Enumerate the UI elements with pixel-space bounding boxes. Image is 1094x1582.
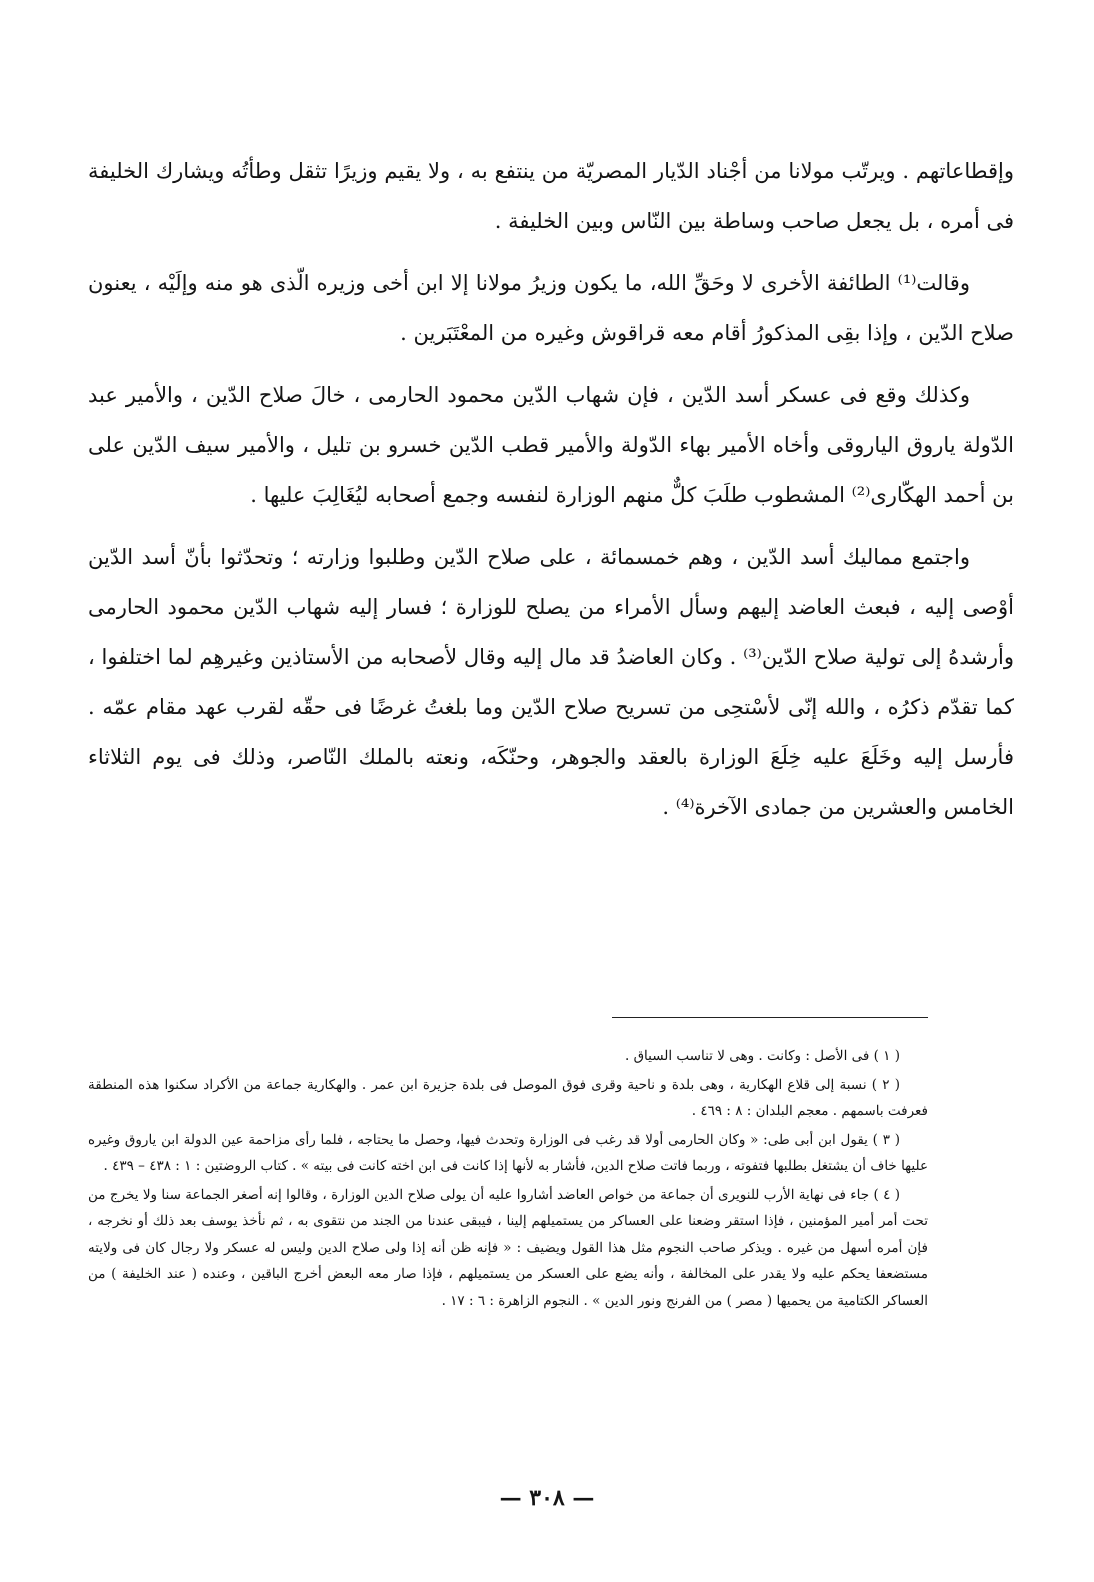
main-text xyxy=(88,146,1014,844)
footnotes xyxy=(88,1043,928,1316)
footnote-4: ( ٤ ) جاء فى نهاية الأرب للنويرى أن جماعة من خواص العاضد أشاروا عليه أن يولى صلاح الدين الوزارة ، وقالوا إنه أصغر الجماعة سنا ولا يخرج من تحت أمر أمير المؤمنين ، فإذا استقر وضعنا على العساكر من يستميلهم إلينا ، فيبقى عندنا من الجند من نتقوى به ، ثم نأخذ يوسف بعد ذلك أو نخرجه ، فإن أمره أسهل من غيره . ويذكر صاحب النجوم مثل هذا القول ويضيف : « فإنه ظن أنه إذا ولى صلاح الدين وليس له عسكر ولا رجال كان فى ولايته مستضعفا يحكم عليه ولا يقدر على المخالفة ، وأنه يضع على العسكر من يستميلهم ، فإذا صار معه البعض أخرج الباقين ، وعنده ( عند الخليفة ) من العساكر الكتامية من يحميها ( مصر ) من الفرنج ونور الدين » . النجوم الزاهرة : ٦ : ١٧ . xyxy=(88,1186,928,1309)
paragraph-3: وكذلك وقع فى عسكر أسد الدّين ، فإن شهاب الدّين محمود الحارمى ، خالَ صلاح الدّين ، والأمير عبد الدّولة ياروق الياروقى وأخاه الأمير بهاء الدّولة والأمير قطب الدّين خسرو بن تليل ، والأمير سيف الدّين على بن أحمد الهكّارى⁽²⁾ المشطوب طلَبَ كلٌّ منهم الوزارة لنفسه وجمع أصحابه ليُغَالِبَ عليها . xyxy=(88,383,1014,507)
footnote-2: ( ٢ ) نسبة إلى قلاع الهكارية ، وهى بلدة و ناحية وقرى فوق الموصل فى بلدة جزيرة ابن عمر . والهكارية جماعة من الأكراد سكنوا هذه المنطقة فعرفت باسمهم . معجم البلدان : ٨ : ٤٦٩ . xyxy=(88,1076,928,1119)
footnote-separator xyxy=(612,1017,928,1018)
footnote-3: ( ٣ ) يقول ابن أبى طى: « وكان الحارمى أولا قد رغب فى الوزارة وتحدث فيها، وحصل ما يحتاجه ، فلما رأى مزاحمة عين الدولة ابن ياروق وغيره عليها خاف أن يشتغل بطلبها فتفوته ، وربما فاتت صلاح الدين، فأشار به لأنها إذا كانت فى ابن اخته كانت فى بيته » . كتاب الروضتين : ١ : ٤٣٨ – ٤٣٩ . xyxy=(88,1131,928,1174)
footnote-1: ( ١ ) فى الأصل : وكانت . وهى لا تناسب السياق . xyxy=(624,1048,900,1064)
paragraph-1: وإقطاعاتهم . ويرتّب مولانا من أجْناد الدّيار المصريّة من ينتفع به ، ولا يقيم وزيرًا تثقل وطأتُه ويشارك الخليفة فى أمره ، بل يجعل صاحب وساطة بين النّاس وبين الخليفة . xyxy=(88,159,1014,233)
paragraph-2: وقالت⁽¹⁾ الطائفة الأخرى لا وحَقِّ الله، ما يكون وزيرُ مولانا إلا ابن أخى وزيره الّذى هو منه وإلَيْه ، يعنون صلاح الدّين ، وإذا بقِى المذكورُ أقام معه قراقوش وغيره من المعْتَبَرين . xyxy=(88,271,1014,345)
paragraph-4: واجتمع مماليك أسد الدّين ، وهم خمسمائة ، على صلاح الدّين وطلبوا وزارته ؛ وتحدّثوا بأنّ أسد الدّين أوْصى إليه ، فبعث العاضد إليهم وسأل الأمراء من يصلح للوزارة ؛ فسار إليه شهاب الدّين محمود الحارمى وأرشدهُ إلى تولية صلاح الدّين⁽³⁾ . وكان العاضدُ قد مال إليه وقال لأصحابه من الأستاذين وغيرهِم لما اختلفوا ، كما تقدّم ذكرُه ، والله إنّى لأسْتحِى من تسريح صلاح الدّين وما بلغتُ غرضًا فى حقّه لقرب عهد مقام عمّه . فأرسل إليه وخَلَعَ عليه خِلَعَ الوزارة بالعقد والجوهر، وحنّكَه، ونعته بالملك النّاصر، وذلك فى يوم الثلاثاء الخامس والعشرين من جمادى الآخرة⁽⁴⁾ . xyxy=(88,545,1014,819)
page-number: — ٣٠٨ — xyxy=(499,1485,595,1511)
